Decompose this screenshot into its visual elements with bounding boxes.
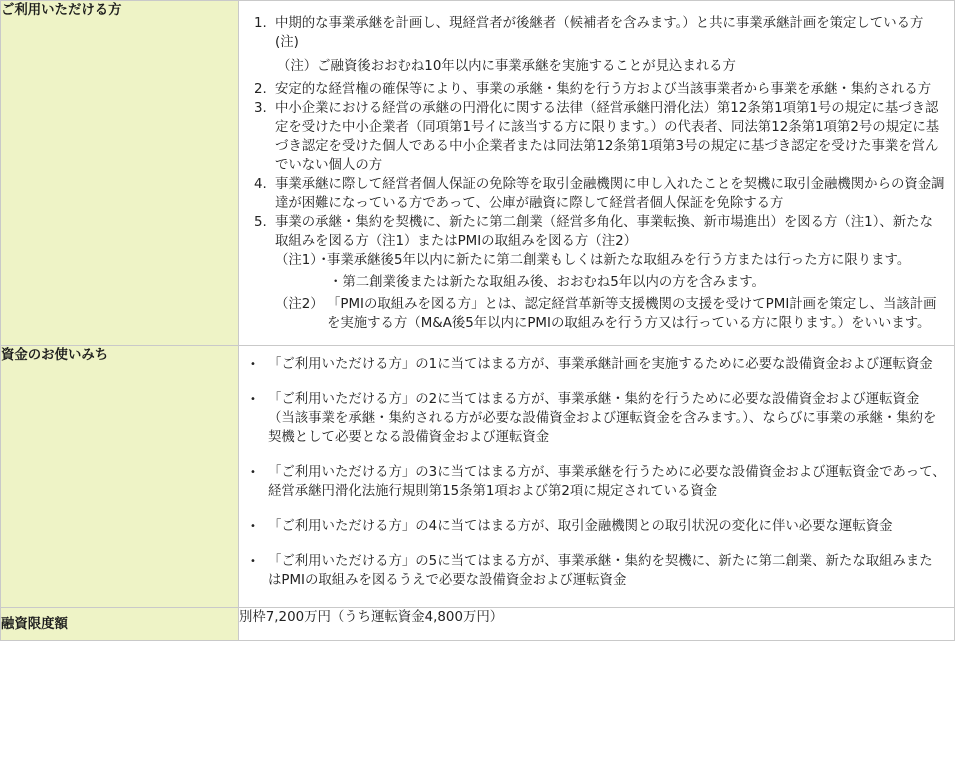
users-row: [1, 1, 955, 346]
list-item: [239, 175, 946, 213]
uses-header: 資金のお使いみち: [1, 346, 239, 608]
bullet-icon: •: [250, 467, 256, 478]
use-text: 「ご利用いただける方」の1に当てはまる方が、事業承継計画を実施するために必要な設備資金および運転資金: [268, 357, 933, 372]
bullet-icon: •: [250, 359, 256, 370]
note2-label: （注2）: [275, 297, 324, 312]
list-item: [239, 355, 946, 374]
users-cell: [239, 1, 955, 346]
users-list: [239, 1, 954, 263]
bullet-icon: •: [250, 394, 256, 405]
item-number: 5.: [254, 215, 267, 230]
item-number: 4.: [254, 177, 267, 192]
item-number: 3.: [254, 101, 267, 116]
use-text: 「ご利用いただける方」の4に当てはまる方が、取引金融機関との取引状況の変化に伴い必要な運転資金: [268, 519, 893, 534]
bullet-icon: •: [250, 521, 256, 532]
item-text: 安定的な経営権の確保等により、事業の承継・集約を行う方および当該事業者から事業を承継・集約される方: [275, 82, 932, 97]
limit-value: 別枠7,200万円（うち運転資金4,800万円）: [239, 608, 955, 641]
uses-cell: [239, 346, 955, 608]
list-item: [239, 552, 946, 590]
item-number: 2.: [254, 82, 267, 97]
list-item: [239, 99, 946, 175]
list-item: [239, 213, 946, 251]
list-item: [239, 14, 946, 76]
list-item: [239, 80, 946, 99]
limit-header: 融資限度額: [1, 608, 239, 641]
note1-label: （注1）・: [275, 253, 331, 268]
users-header: ご利用いただける方: [1, 1, 239, 346]
list-item: [239, 463, 946, 501]
item-text: 中小企業における経営の承継の円滑化に関する法律（経営承継円滑化法）第12条第1項第1号の規定に基づき認定を受けた中小企業者（同項第1号イに該当する方に限ります。）の代表者、同法第12条第1項第2号の規定に基づき認定を受けた個人である中小企業者または同法第12条第1項第3号の規定に基づき認定を受けた事業を営んでいない個人の方: [275, 101, 940, 173]
uses-list: [239, 346, 954, 607]
uses-row: [1, 346, 955, 608]
item-number: 1.: [254, 16, 267, 31]
bullet-icon: •: [250, 556, 256, 567]
note1-text: 事業承継後5年以内に新たに第二創業もしくは新たな取組みを行う方または行った方に限ります。: [327, 253, 911, 268]
note2-text: 「PMIの取組みを図る方」とは、認定経営革新等支援機関の支援を受けてPMI計画を策定し、当該計画を実施する方（M&A後5年以内にPMIの取組みを行う方又は行っている方に限ります。）をいいます。: [327, 297, 937, 331]
use-text: 「ご利用いただける方」の2に当てはまる方が、事業承継・集約を行うために必要な設備資金および運転資金（当該事業を承継・集約される方が必要な設備資金および運転資金を含みます。）、ならびに事業の承継・集約を契機として必要となる設備資金および運転資金: [268, 392, 937, 445]
item-note: （注）ご融資後おおむね10年以内に事業承継を実施することが見込まれる方: [277, 59, 736, 74]
limit-row: [1, 608, 955, 641]
item-text: 事業の承継・集約を契機に、新たに第二創業（経営多角化、事業転換、新市場進出）を図る方（注1）、新たな取組みを図る方（注1）またはPMIの取組みを図る方（注2）: [275, 215, 933, 249]
item-text: 事業承継に際して経営者個人保証の免除等を取引金融機関に申し入れたことを契機に取引金融機関からの資金調達が困難になっている方であって、公庫が融資に際して経営者個人保証を免除する方: [275, 177, 945, 211]
note1-block: [275, 251, 946, 292]
use-text: 「ご利用いただける方」の5に当てはまる方が、事業承継・集約を契機に、新たに第二創業、新たな取組みまたはPMIの取組みを図るうえで必要な設備資金および運転資金: [268, 554, 933, 588]
item-text: 中期的な事業承継を計画し、現経営者が後継者（候補者を含みます。）と共に事業承継計画を策定している方(注): [275, 16, 924, 50]
use-text: 「ご利用いただける方」の3に当てはまる方が、事業承継を行うために必要な設備資金および運転資金であって、経営承継円滑化法施行規則第15条第1項および第2項に規定されている資金: [268, 465, 946, 499]
list-item: [239, 517, 946, 536]
item5-notes: [239, 251, 954, 345]
note1-sub: ・第二創業後または新たな取組み後、おおむね5年以内の方を含みます。: [329, 275, 765, 290]
list-item: [239, 390, 946, 447]
note2-block: [275, 295, 946, 333]
